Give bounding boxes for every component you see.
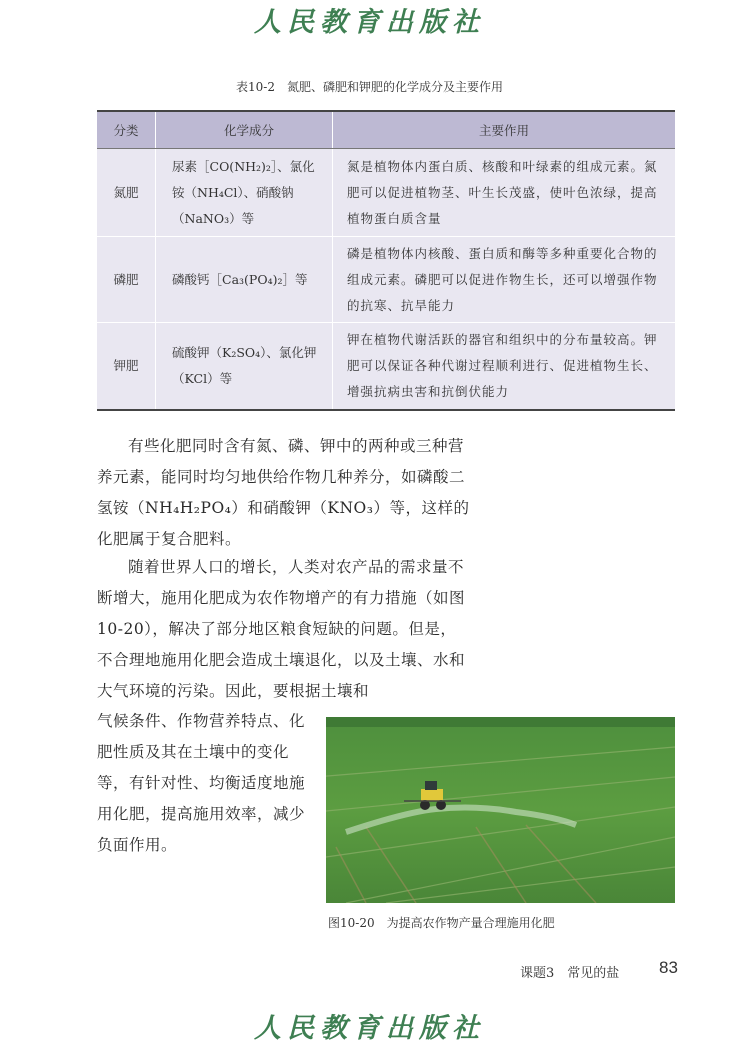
table-header-row (97, 111, 675, 149)
paragraph-text: 随着世界人口的增长，人类对农产品的需求量不断增大，施用化肥成为农作物增产的有力措施（如图10-20），解决了部分地区粮食短缺的问题。但是，不合理地施用化肥会造成土壤退化，以及土壤、水和大气环境的污染。因此，要根据土壤和 (97, 558, 466, 700)
figure-caption: 图10-20 为提高农作物产量合理施用化肥 (328, 916, 555, 930)
row-composition: 磷酸钙［Ca₃(PO₄)₂］等 (156, 237, 333, 323)
table-row (97, 323, 675, 411)
row-category: 氮肥 (97, 149, 156, 237)
paragraph-text: 有些化肥同时含有氮、磷、钾中的两种或三种营养元素，能同时均匀地供给作物几种养分，如磷酸二氢铵（NH₄H₂PO₄）和硝酸钾（KNO₃）等，这样的化肥属于复合肥料。 (97, 437, 470, 548)
field-spraying-photo (326, 717, 675, 903)
row-composition: 硫酸钾（K₂SO₄）、氯化钾（KCl）等 (156, 323, 333, 411)
table-caption: 表10-2 氮肥、磷肥和钾肥的化学成分及主要作用 (236, 80, 503, 94)
publisher-logo-bottom: 人民教育出版社 (254, 1013, 485, 1044)
row-function: 氮是植物体内蛋白质、核酸和叶绿素的组成元素。氮肥可以促进植物茎、叶生长茂盛，使叶色浓绿，提高植物蛋白质含量 (333, 149, 676, 237)
table-row (97, 149, 675, 237)
row-composition: 尿素［CO(NH₂)₂］、氯化铵（NH₄Cl）、硝酸钠（NaNO₃）等 (156, 149, 333, 237)
page-number: 83 (659, 958, 678, 977)
row-function: 磷是植物体内核酸、蛋白质和酶等多种重要化合物的组成元素。磷肥可以促进作物生长，还可以增强作物的抗寒、抗旱能力 (333, 237, 676, 323)
paragraph-fertilizer-use (97, 552, 471, 707)
publisher-logo-top: 人民教育出版社 (254, 7, 485, 38)
header-category: 分类 (97, 111, 156, 149)
fertilizer-table (97, 110, 675, 411)
paragraph-compound-fertilizer (97, 431, 471, 555)
paragraph-wrap-text: 气候条件、作物营养特点、化肥性质及其在土壤中的变化等，有针对性、均衡适度地施用化肥，提高施用效率，减少负面作用。 (97, 712, 306, 854)
row-category: 磷肥 (97, 237, 156, 323)
table-row (97, 237, 675, 323)
header-composition: 化学成分 (156, 111, 333, 149)
field-photo-image (326, 717, 675, 903)
row-function: 钾在植物代谢活跃的器官和组织中的分布量较高。钾肥可以保证各种代谢过程顺利进行、促进植物生长、增强抗病虫害和抗倒伏能力 (333, 323, 676, 411)
footer-section-title: 课题3 常见的盐 (520, 966, 620, 981)
row-category: 钾肥 (97, 323, 156, 411)
header-function: 主要作用 (333, 111, 676, 149)
